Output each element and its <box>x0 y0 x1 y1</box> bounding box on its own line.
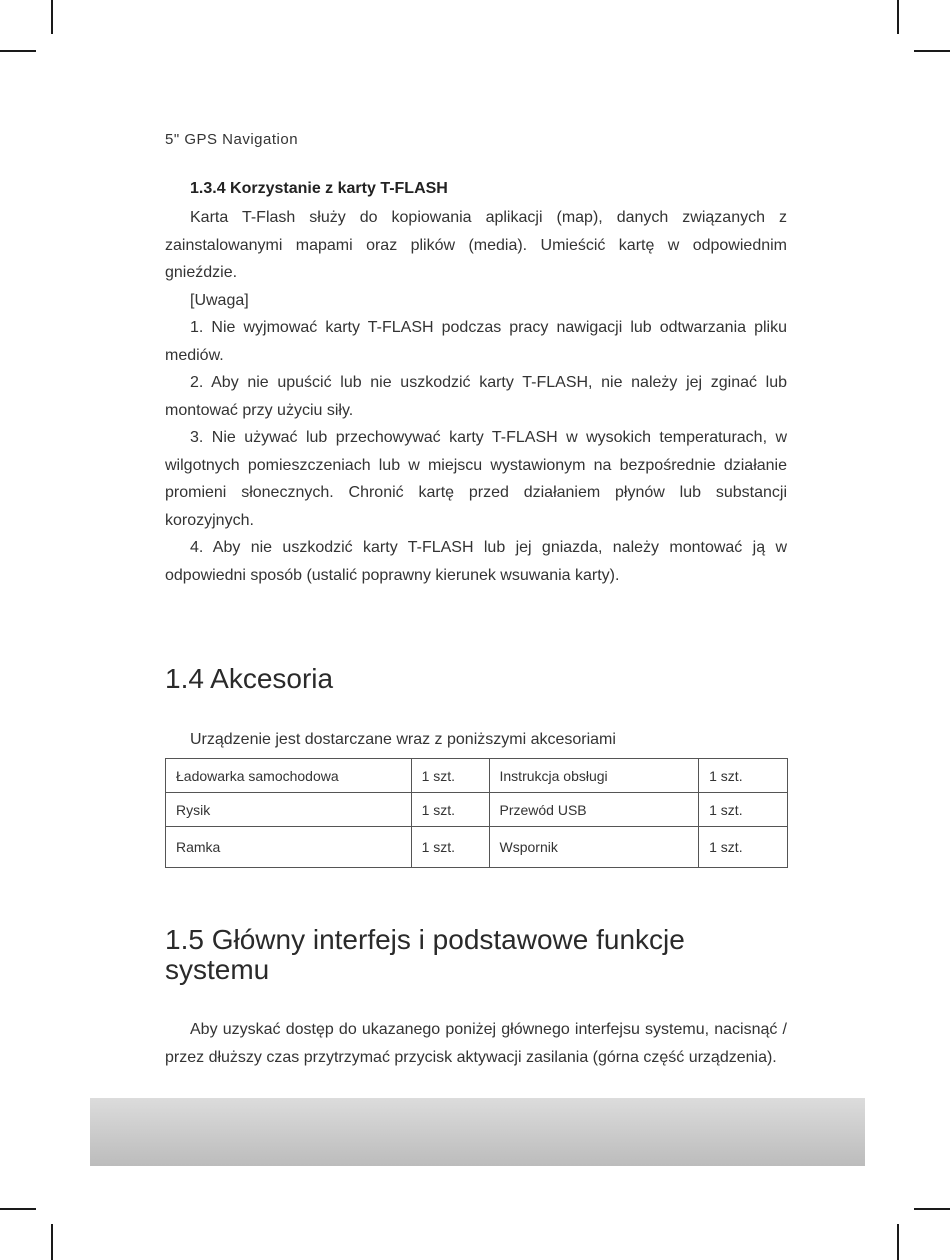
crop-mark <box>51 0 53 34</box>
table-row <box>166 793 788 827</box>
table-cell: 1 szt. <box>699 759 788 793</box>
paragraph: Karta T-Flash służy do kopiowania aplikacji (map), danych związanych z zainstalowanymi mapami oraz plików (media). Umieścić kartę w odpowiednim gnieździe. <box>165 209 787 281</box>
section-title: 1.3.4 Korzystanie z karty T-FLASH <box>190 180 448 197</box>
section-heading-1-4: 1.4 Akcesoria <box>165 663 334 694</box>
crop-mark <box>914 50 950 52</box>
crop-mark <box>914 1208 950 1210</box>
note-item: 1. Nie wyjmować karty T-FLASH podczas pracy nawigacji lub odtwarzania pliku mediów. <box>165 319 787 364</box>
table-cell: Ładowarka samochodowa <box>166 759 412 793</box>
note-item: 3. Nie używać lub przechowywać karty T-FLASH w wysokich temperaturach, w wilgotnych pomieszczeniach lub w miejscu wystawionym na bezpośrednie działanie promieni słonecznych. Chronić kartę przed działaniem płynów lub substancji korozyjnych. <box>165 429 787 529</box>
table-cell: Instrukcja obsługi <box>489 759 699 793</box>
table-cell: Wspornik <box>489 827 699 868</box>
accessories-intro: Urządzenie jest dostarczane wraz z poniższymi akcesoriami <box>190 731 616 748</box>
crop-mark <box>0 1208 36 1210</box>
paragraph: Aby uzyskać dostęp do ukazanego poniżej głównego interfejsu systemu, nacisnąć / przez dłuższy czas przytrzymać przycisk aktywacji zasilania (górna część urządzenia). <box>165 1021 787 1066</box>
table-cell: Ramka <box>166 827 412 868</box>
crop-mark <box>897 1224 899 1260</box>
section-heading-1-5: 1.5 Główny interfejs i podstawowe funkcje systemu <box>165 924 685 985</box>
note-item: 4. Aby nie uszkodzić karty T-FLASH lub jej gniazda, należy montować ją w odpowiedni sposób (ustalić poprawny kierunek wsuwania karty). <box>165 539 787 584</box>
table-cell: 1 szt. <box>411 793 489 827</box>
accessories-table <box>165 758 788 868</box>
section-1-3-4 <box>165 180 787 589</box>
table-cell: Rysik <box>166 793 412 827</box>
table-cell: 1 szt. <box>411 827 489 868</box>
running-header: 5" GPS Navigation <box>165 131 299 148</box>
crop-mark <box>897 0 899 34</box>
crop-mark <box>51 1224 53 1260</box>
image-band <box>90 1098 865 1166</box>
table-cell: 1 szt. <box>699 793 788 827</box>
table-cell: 1 szt. <box>411 759 489 793</box>
note-label: [Uwaga] <box>190 291 249 309</box>
crop-mark <box>0 50 36 52</box>
note-item: 2. Aby nie upuścić lub nie uszkodzić karty T-FLASH, nie należy jej zginać lub montować przy użyciu siły. <box>165 374 787 419</box>
table-cell: 1 szt. <box>699 827 788 868</box>
table-cell: Przewód USB <box>489 793 699 827</box>
section-1-5-body <box>165 1016 787 1071</box>
table-row <box>166 827 788 868</box>
table-row <box>166 759 788 793</box>
